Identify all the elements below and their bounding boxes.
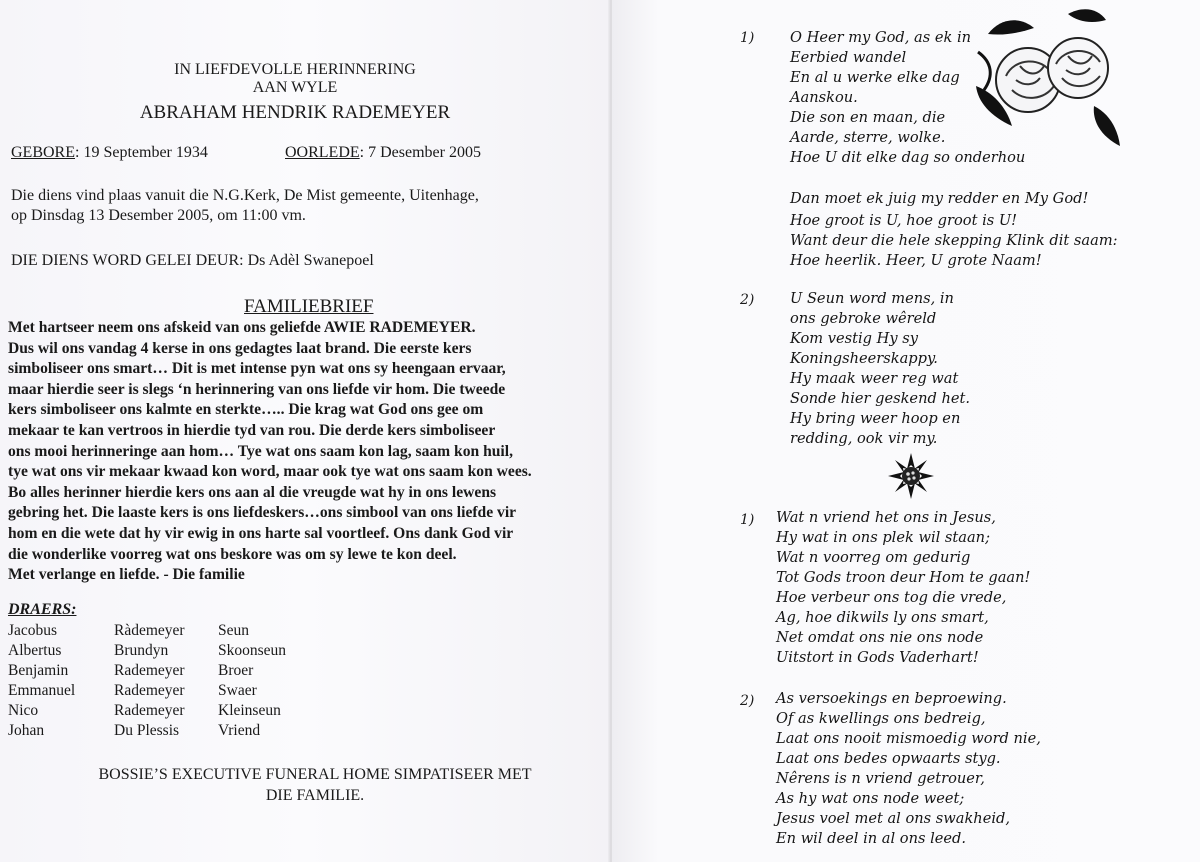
bearer-relation: Broer	[218, 662, 254, 679]
bearer-relation: Swaer	[218, 682, 257, 699]
hymn-line: Hoe heerlik. Heer, U grote Naam!	[790, 252, 1042, 269]
hymn-line: Net omdat ons nie ons node	[776, 629, 984, 646]
hymn-line: Kom vestig Hy sy	[790, 330, 919, 347]
bearer-relation: Seun	[218, 622, 249, 639]
rose-illustration-icon	[972, 6, 1128, 156]
letter-line: Dus wil ons vandag 4 kerse in ons gedagtes laat brand. Die eerste kers	[8, 339, 472, 357]
bearer-relation: Kleinseun	[218, 702, 281, 719]
letter-line: mekaar te kan vertroos in hierdie tyd van rou. Die derde kers simboliseer	[8, 421, 496, 439]
heading-line-1: IN LIEFDEVOLLE HERINNERING	[174, 61, 416, 78]
funeral-home-line-2: DIE FAMILIE.	[265, 787, 365, 804]
bearer-first-name: Nico	[8, 702, 39, 719]
hymn-line: Ag, hoe dikwils ly ons smart,	[776, 609, 989, 626]
hymn-line: Hoe verbeur ons tog die vrede,	[776, 589, 1007, 606]
funeral-home-line-1: BOSSIE’S EXECUTIVE FUNERAL HOME SIMPATISEER MET	[98, 766, 532, 783]
letter-line: tye wat ons vir mekaar kwaad kon word, maar ook tye wat ons saam kon wees.	[8, 463, 532, 481]
bearer-first-name: Emmanuel	[8, 682, 76, 699]
verse-number: 1)	[740, 512, 755, 528]
bearer-surname: Brundyn	[114, 642, 169, 659]
hymn-line: Tot Gods troon deur Hom te gaan!	[776, 569, 1031, 586]
bearer-first-name: Jacobus	[8, 622, 58, 639]
hymn-line: U Seun word mens, in	[790, 290, 954, 307]
hymn-line: En al u werke elke dag	[790, 69, 960, 86]
service-line-1: Die diens vind plaas vanuit die N.G.Kerk, De Mist gemeente, Uitenhage,	[11, 187, 479, 204]
hymn-line: Wat n voorreg om gedurig	[776, 549, 971, 566]
flower-divider-icon	[886, 451, 936, 501]
hymn-line: O Heer my God, as ek in	[790, 29, 972, 46]
deceased-name: ABRAHAM HENDRIK RADEMEYER	[139, 102, 451, 123]
heading-line-2: AAN WYLE	[252, 79, 338, 96]
hymn-line: redding, ook vir my.	[790, 430, 938, 447]
hymn-line: As versoekings en beproewing.	[776, 690, 1007, 707]
letter-line: Met hartseer neem ons afskeid van ons geliefde AWIE RADEMEYER.	[8, 319, 476, 336]
hymn-line: Aanskou.	[790, 89, 858, 106]
hymn-line: Hy maak weer reg wat	[790, 370, 959, 387]
letter-line: die wonderlike voorreg wat ons beskore was om sy lewe te kon deel.	[8, 545, 457, 563]
bearer-first-name: Johan	[8, 722, 45, 739]
letter-title: FAMILIEBRIEF	[244, 296, 374, 317]
hymn-line: Hy bring weer hoop en	[790, 410, 961, 427]
letter-line: kers simboliseer ons kalmte en sterkte….. Die krag wat God ons gee om	[8, 401, 484, 419]
bearer-surname: Rademeyer	[114, 702, 185, 719]
born-value: : 19 September 1934	[75, 144, 208, 161]
bearer-surname: Rademeyer	[114, 682, 185, 699]
hymn-line: Want deur die hele skepping Klink dit saam:	[790, 232, 1118, 249]
hymn-line: ons gebroke wêreld	[790, 310, 937, 327]
born-date	[11, 144, 208, 162]
hymn-line: Eerbied wandel	[790, 49, 907, 66]
hymn-line: Hoe groot is U, hoe groot is U!	[790, 212, 1018, 229]
letter-line: simboliseer ons smart… Dit is met intense pyn wat ons sy heengaan ervaar,	[8, 360, 506, 378]
bearer-relation: Vriend	[218, 722, 261, 739]
letter-line: hom en die wete dat hy vir ewig in ons harte sal voortleef. Ons dank God vir	[8, 524, 514, 542]
hymn-line: Sonde hier geskend het.	[790, 390, 970, 407]
died-label: OORLEDE	[285, 144, 360, 161]
family-letter	[8, 318, 608, 586]
letter-line: Bo alles herinner hierdie kers ons aan al die vreugde wat hy in ons lewens	[8, 483, 497, 501]
born-label: GEBORE	[11, 144, 75, 161]
hymn-line: Hoe U dit elke dag so onderhou	[790, 149, 1026, 166]
died-value: : 7 Desember 2005	[359, 144, 481, 161]
letter-line: ons mooi herinneringe aan hom… Tye wat ons saam kon lag, saam kon huil,	[8, 442, 513, 460]
bearers-title: DRAERS:	[8, 601, 77, 618]
hymn-line: Wat n vriend het ons in Jesus,	[776, 509, 996, 526]
letter-line: maar hierdie seer is slegs ‘n herinnering van ons liefde vir hom. Die tweede	[8, 380, 506, 398]
service-led-by: DIE DIENS WORD GELEI DEUR: Ds Adèl Swanepoel	[11, 252, 374, 269]
hymn-line: Jesus voel met al ons swakheid,	[776, 810, 1010, 827]
verse-number: 1)	[740, 30, 755, 46]
bearer-first-name: Benjamin	[8, 662, 69, 679]
hymn-line: Koningsheerskappy.	[790, 350, 938, 367]
hymn-line: Dan moet ek juig my redder en My God!	[790, 190, 1089, 207]
right-page	[612, 0, 1200, 862]
letter-line: gebring het. Die laaste kers is ons liefdeskers…ons simbool van ons liefde vir	[8, 504, 517, 522]
hymn-line: As hy wat ons node weet;	[776, 790, 965, 807]
letter-line: Met verlange en liefde. - Die familie	[8, 566, 245, 584]
hymn-line: Laat ons nooit mismoedig word nie,	[776, 730, 1041, 747]
died-date	[285, 144, 481, 162]
hymn-line: En wil deel in al ons leed.	[776, 830, 967, 847]
bearer-surname: Du Plessis	[114, 722, 180, 739]
hymn-line: Hy wat in ons plek wil staan;	[776, 529, 990, 546]
bearer-relation: Skoonseun	[218, 642, 287, 659]
hymn-line: Die son en maan, die	[790, 109, 946, 126]
bearer-first-name: Albertus	[8, 642, 62, 659]
hymn-line: Laat ons bedes opwaarts styg.	[776, 750, 1001, 767]
verse-number: 2)	[740, 693, 755, 709]
bearer-surname: Ràdemeyer	[114, 622, 185, 639]
service-line-2: op Dinsdag 13 Desember 2005, om 11:00 vm.	[11, 207, 306, 224]
hymn-line: Aarde, sterre, wolke.	[790, 129, 946, 146]
hymn-line: Uitstort in Gods Vaderhart!	[776, 649, 979, 666]
verse-number: 2)	[740, 292, 755, 308]
bearer-surname: Rademeyer	[114, 662, 185, 679]
hymn-line: Nêrens is n vriend getrouer,	[776, 770, 985, 787]
hymn-line: Of as kwellings ons bedreig,	[776, 710, 986, 727]
